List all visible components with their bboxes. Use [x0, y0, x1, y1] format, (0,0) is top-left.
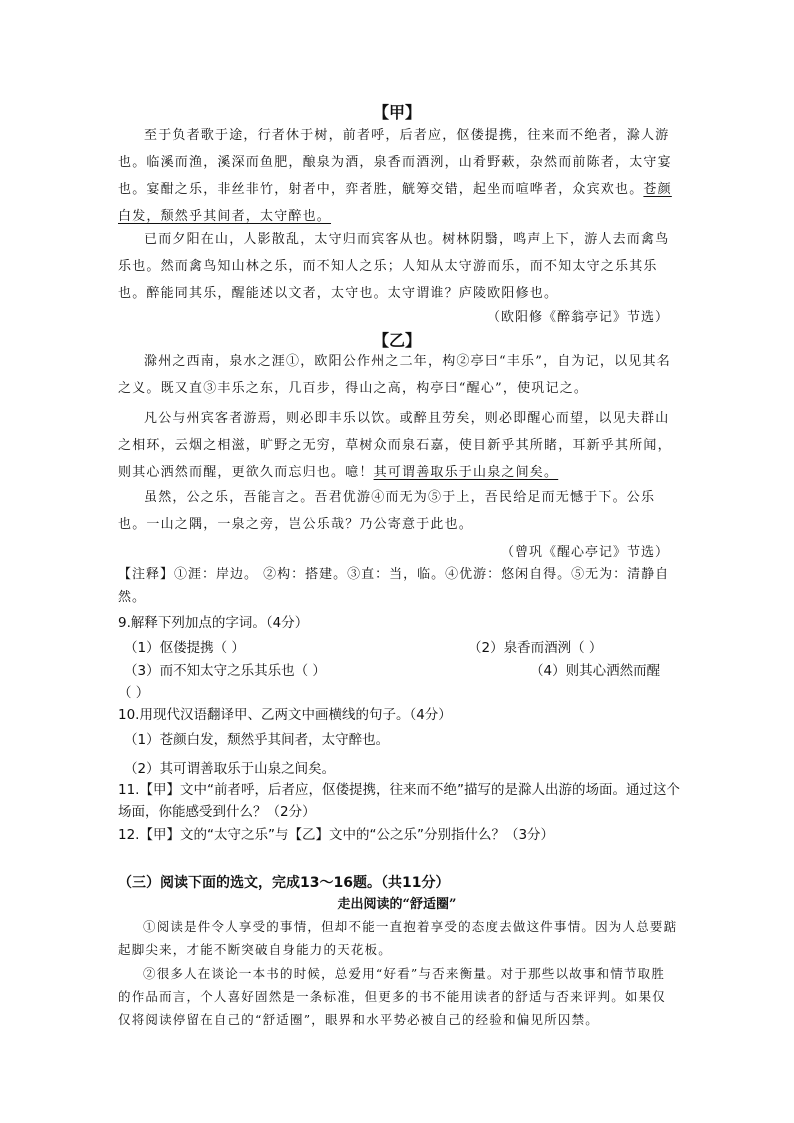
- question-10: 10.用现代汉语翻译甲、乙两文中画横线的句子。（4分）: [118, 707, 452, 723]
- jia-source: （欧阳修《醉翁亭记》节选）: [486, 310, 669, 325]
- article-title: 走出阅读的“舒适圈”: [337, 897, 457, 912]
- question-12: 12.【甲】文的“太守之乐”与【乙】文中的“公之乐”分别指什么？（3分）: [118, 827, 555, 843]
- question-10-item-2: （2）其可谓善取乐于山泉之间矣。: [124, 761, 336, 777]
- yi-paragraph-3: 虽然，公之乐，吾能言之。吾君优游④而无为⑤于上，吾民给足而无憾于下。公乐也。一山之隅，一泉之旁，岂公乐哉？乃公寄意于此也。: [118, 490, 656, 532]
- question-9-item-3: （3）而不知太守之乐其乐也（ ）: [124, 663, 326, 679]
- question-9: 9.解释下列加点的字词。（4分）: [118, 615, 309, 631]
- yi-paragraph-2: [118, 405, 678, 486]
- article-paragraph-2: ②很多人在谈论一本书的时候，总爱用“好看”与否来衡量。对于那些以故事和情节取胜的作品而言，个人喜好固然是一条标准，但更多的书不能用读者的舒适与否来评判。如果仅仅将阅读停留在自己的“舒适圈”，眼界和水平势必被自己的经验和偏见所囚禁。: [118, 966, 667, 1027]
- question-9-item-4-answer: （ ）: [118, 685, 150, 701]
- question-11: 11.【甲】文中“前者呼，后者应，伛偻提携，往来而不绝”描写的是滁人出游的场面。通过这个场面，你能感受到什么？（2分）: [118, 782, 680, 820]
- yi-underlined-sentence: 其可谓善取乐于山泉之间矣。: [373, 465, 559, 480]
- yi-heading: 【乙】: [372, 331, 421, 350]
- jia-underlined-sentence: 苍颜白发，颓然乎其间者，太守醉也。: [118, 182, 672, 224]
- jia-paragraph-1-text: 至于负者歌于途，行者休于树，前者呼，后者应，伛偻提携，往来而不绝者，滁人游也。临溪而渔，溪深而鱼肥，酿泉为酒，泉香而酒洌，山肴野蔌，杂然而前陈者，太守宴也。宴酣之乐，非丝非竹，射者中，弈者胜，觥筹交错，起坐而喧哗者，众宾欢也。: [118, 128, 672, 197]
- question-9-item-1: （1）伛偻提携（ ）: [124, 640, 245, 656]
- yi-paragraph-1: 滁州之西南，泉水之涯①，欧阳公作州之二年，构②亭曰“丰乐”，自为记，以见其名之义。既又直③丰乐之东，几百步，得山之高，构亭曰“醒心”，使巩记之。: [118, 354, 671, 396]
- yi-paragraph-2-text: 凡公与州宾客者游焉，则必即丰乐以饮。或醉且劳矣，则必即醒心而望，以见夫群山之相环，云烟之相滋，旷野之无穷，草树众而泉石嘉，使目新乎其所睹，耳新乎其所闻，则其心洒然而醒，更欲久而忘归也。噫！: [118, 411, 672, 480]
- jia-paragraph-1: [118, 122, 678, 230]
- section-3-title: （三）阅读下面的选文，完成13～16题。（共11分）: [118, 875, 450, 891]
- question-9-item-4: （4）则其心洒然而醒: [530, 663, 661, 679]
- question-10-item-1: （1）苍颜白发，颓然乎其间者，太守醉也。: [124, 732, 390, 748]
- jia-paragraph-2: 已而夕阳在山，人影散乱，太守归而宾客从也。树林阴翳，鸣声上下，游人去而禽鸟乐也。然而禽鸟知山林之乐，而不知人之乐；人知从太守游而乐，而不知太守之乐其乐也。醉能同其乐，醒能述以文者，太守也。太守谓谁？庐陵欧阳修也。: [118, 232, 670, 301]
- annotation-notes: 【注释】①涯：岸边。 ②构：搭建。③直：当，临。④优游：悠闲自得。⑤无为：清静自然。: [118, 567, 670, 605]
- article-paragraph-1: ①阅读是件令人享受的事情，但却不能一直抱着享受的态度去做这件事情。因为人总要踮起脚尖来，才能不断突破自身能力的天花板。: [118, 919, 678, 957]
- yi-source: （曾巩《醒心亭记》节选）: [500, 545, 669, 560]
- jia-heading: 【甲】: [372, 103, 421, 122]
- question-9-item-2: （2）泉香而酒洌（ ）: [468, 640, 603, 656]
